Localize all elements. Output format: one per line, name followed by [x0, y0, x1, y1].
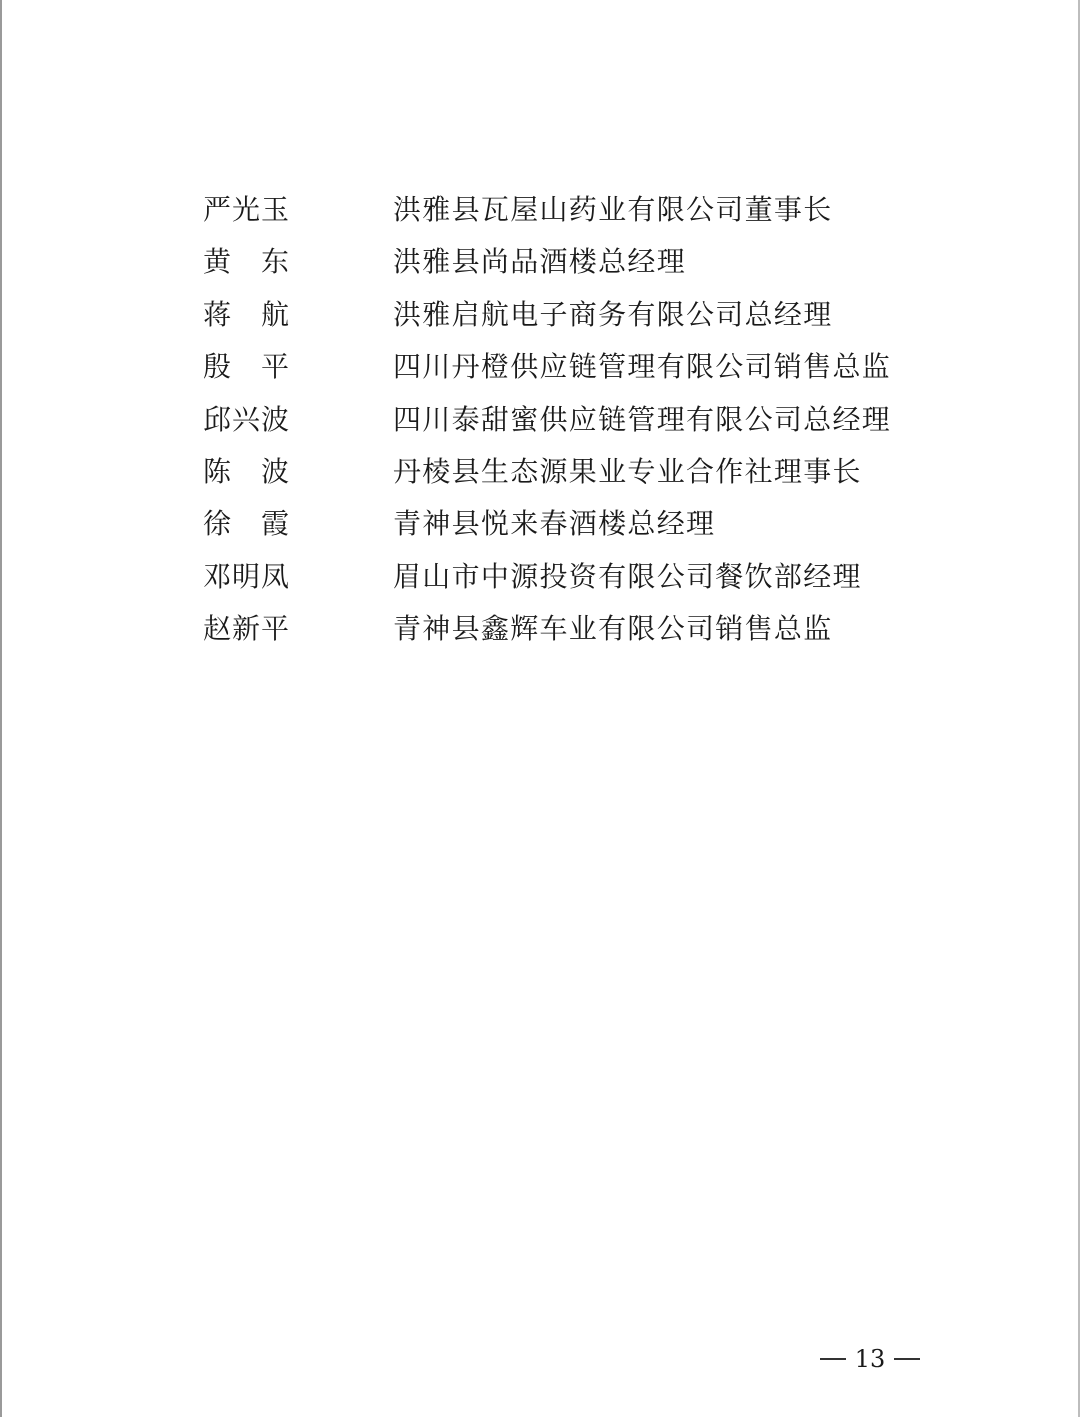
list-item	[0, 551, 1080, 603]
person-title: 四川泰甜蜜供应链管理有限公司总经理	[393, 402, 892, 436]
footer-dash-left	[820, 1358, 846, 1360]
name-char: 凤	[260, 559, 289, 593]
name-char: 光	[231, 193, 260, 226]
name-char: 东	[260, 245, 289, 279]
person-title: 四川丹橙供应链管理有限公司销售总监	[393, 350, 892, 384]
person-name	[203, 506, 289, 542]
name-char: 邓	[203, 559, 232, 593]
name-char: 平	[260, 350, 289, 384]
page-number-footer	[820, 1343, 920, 1375]
name-char: 赵	[203, 612, 232, 646]
list-item	[0, 236, 1080, 288]
list-item	[0, 289, 1080, 341]
list-item	[0, 394, 1080, 446]
person-title: 洪雅县尚品酒楼总经理	[393, 245, 687, 279]
name-char: 黄	[203, 245, 232, 279]
name-char: 殷	[203, 350, 232, 384]
list-item	[0, 184, 1080, 236]
name-char: 兴	[231, 402, 260, 436]
name-char: 玉	[260, 193, 289, 226]
name-char: 霞	[260, 507, 289, 541]
name-char: 平	[260, 612, 289, 646]
person-name	[203, 297, 289, 333]
name-char: 波	[260, 402, 289, 436]
person-title: 眉山市中源投资有限公司餐饮部经理	[393, 559, 862, 593]
list-item	[0, 498, 1080, 550]
list-item	[0, 446, 1080, 498]
name-char: 明	[231, 559, 260, 593]
person-name	[203, 559, 289, 595]
person-name	[203, 192, 289, 228]
name-char: 徐	[203, 507, 232, 541]
person-title: 青神县鑫辉车业有限公司销售总监	[393, 612, 833, 646]
name-char: 严	[203, 193, 232, 226]
name-char: 航	[260, 297, 289, 331]
name-char: 陈	[203, 454, 232, 488]
list-item	[0, 341, 1080, 393]
name-char: 波	[260, 454, 289, 488]
person-name	[203, 454, 289, 490]
name-char: 蒋	[203, 297, 232, 331]
person-name	[203, 611, 289, 647]
person-title: 丹棱县生态源果业专业合作社理事长	[393, 454, 862, 488]
list-item	[0, 603, 1080, 655]
person-title: 洪雅启航电子商务有限公司总经理	[393, 297, 833, 331]
name-char: 新	[231, 612, 260, 646]
page-number: 13	[854, 1345, 886, 1373]
person-name	[203, 402, 289, 438]
person-name	[203, 244, 289, 280]
member-list	[0, 184, 1080, 656]
person-name	[203, 349, 289, 385]
person-title: 洪雅县瓦屋山药业有限公司董事长	[393, 193, 833, 226]
name-char: 邱	[203, 402, 232, 436]
footer-dash-right	[894, 1358, 920, 1360]
person-title: 青神县悦来春酒楼总经理	[393, 507, 716, 541]
